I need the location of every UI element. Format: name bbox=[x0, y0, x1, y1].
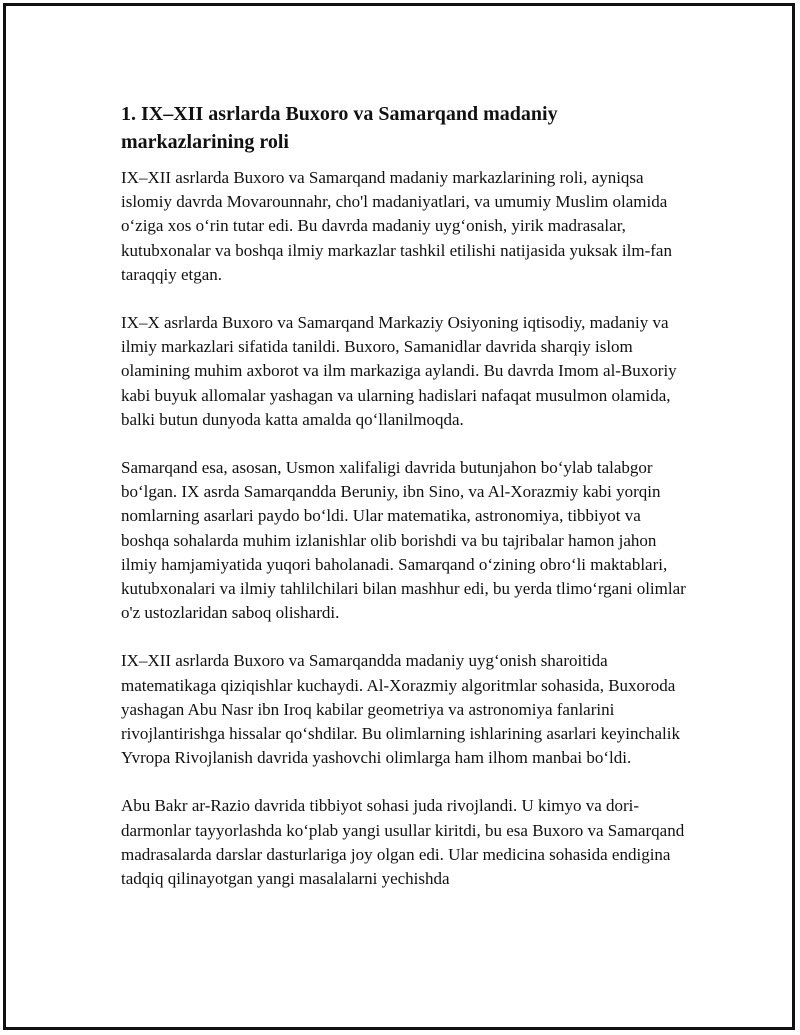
paragraph: Abu Bakr ar-Razio davrida tibbiyot sohasi juda rivojlandi. U kimyo va dori-darmonlar tayyorlashda ko‘plab yangi usullar kiritdi, bu esa Buxoro va Samarqand madrasalarda darslar dasturlariga joy olgan edi. Ular medicina sohasida endigina tadqiq qilinayotgan yangi masalalarni yechishda bbox=[121, 796, 685, 889]
section-heading: 1. IX–XII asrlarda Buxoro va Samarqand madaniy markazlarining roli bbox=[121, 103, 558, 153]
paragraph: IX–XII asrlarda Buxoro va Samarqandda madaniy uyg‘onish sharoitida matematikaga qiziqishlar kuchaydi. Al-Xorazmiy algoritmlar sohasida, Buxoroda yashagan Abu Nasr ibn Iroq kabilar geometriya va astronomiya fanlarini rivojlantirishga hissalar qo‘shdilar. Bu olimlarning ishlarining asarlari keyinchalik Yvropa Rivojlanish davrida yashovchi olimlarga ham ilhom manbai bo‘ldi. bbox=[121, 651, 680, 768]
paragraph: IX–X asrlarda Buxoro va Samarqand Markaziy Osiyoning iqtisodiy, madaniy va ilmiy markazlari sifatida tanildi. Buxoro, Samanidlar davrida sharqiy islom olamining muhim axborot va ilm markaziga aylandi. Bu davrda Imom al-Buxoriy kabi buyuk allomalar yashagan va ularning hadislari nafaqat musulmon olamida, balki butun dunyoda katta amalda qo‘llanilmoqda. bbox=[121, 313, 677, 429]
paragraph: IX–XII asrlarda Buxoro va Samarqand madaniy markazlarining roli, ayniqsa islomiy davrda Movarounnahr, cho'l madaniyatlari, va umumiy Muslim olamida o‘ziga xos o‘rin tutar edi. Bu davrda madaniy uyg‘onish, yirik madrasalar, kutubxonalar va boshqa ilmiy markazlar tashkil etilishi natijasida yuksak ilm-fan taraqqiy etgan. bbox=[121, 168, 672, 284]
document-page bbox=[3, 3, 795, 1030]
paragraph: Samarqand esa, asosan, Usmon xalifaligi davrida butunjahon bo‘ylab talabgor bo‘lgan. IX asrda Samarqandda Beruniy, ibn Sino, va Al-Xorazmiy kabi yorqin nomlarning asarlari paydo bo‘ldi. Ular matematika, astronomiya, tibbiyot va boshqa sohalarda muhim izlanishlar olib borishdi va bu tajribalar hamon jahon ilmiy hamjamiyatida yuqori baholanadi. Samarqand o‘zining obro‘li maktablari, kutubxonalari va ilmiy tahlilchilari bilan mashhur edi, bu yerda tlimo‘rgani olimlar o'z ustozlaridan saboq olishardi. bbox=[121, 458, 686, 623]
document-body bbox=[121, 100, 691, 915]
